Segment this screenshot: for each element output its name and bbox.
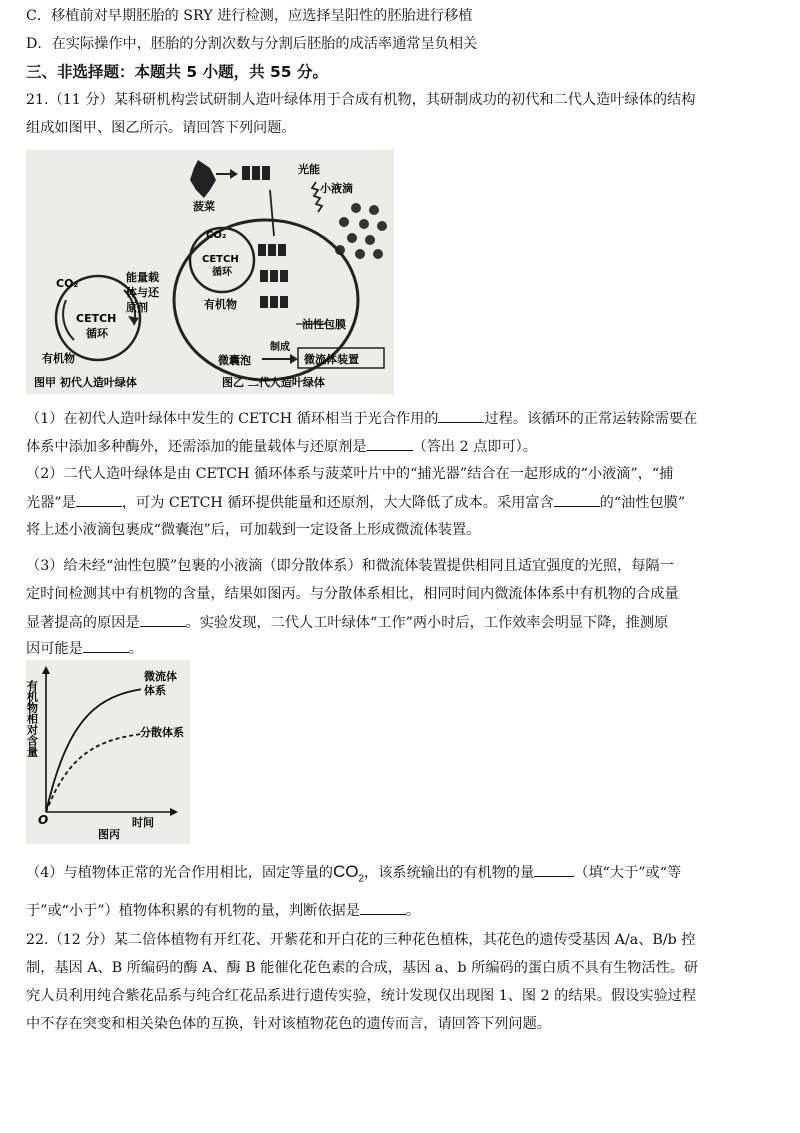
yi-organic-label: 有机物 <box>204 298 237 311</box>
q22-line2: 制，基因 A、B 所编码的酶 A、酶 B 能催化花色素的合成，基因 a、b 所编码的蛋白质不具有生物活性。研 <box>26 960 699 976</box>
answer-blank[interactable] <box>76 492 122 507</box>
q21-part4-line2: 于”或“小于”）植物体积累的有机物的量，判断依据是 。 <box>26 900 420 921</box>
figure-bing <box>26 660 190 844</box>
yi-co2-label: CO₂ <box>206 230 227 241</box>
jia-co2-label: CO₂ <box>56 277 79 290</box>
bing-series-disp: 分散体系 <box>140 726 184 739</box>
light-captor-icons <box>258 244 288 308</box>
bing-ylabel: 有机物相对含量 <box>26 680 39 757</box>
co2-formula: $CO_2$ <box>332 862 365 885</box>
q21-intro-line-1: 21.（11 分）某科研机构尝试研制人造叶绿体用于合成有机物，其研制成功的初代和二代人造叶绿体的结构 <box>26 92 696 108</box>
yi-caption: 图乙 二代人造叶绿体 <box>222 376 325 389</box>
answer-blank[interactable] <box>438 408 484 423</box>
yi-spinach-label: 菠菜 <box>193 200 215 213</box>
answer-blank[interactable] <box>360 900 406 915</box>
q21-intro-line-2: 组成如图甲、图乙所示。请回答下列问题。 <box>26 120 296 136</box>
yi-vesicle-label: 微囊泡 <box>218 354 251 367</box>
q21-part2-line2: 光器”是 ，可为 CETCH 循环提供能量和还原剂，大大降低了成本。采用富含 的“油性包膜” <box>26 492 685 513</box>
jia-caption: 图甲 初代人造叶绿体 <box>34 376 137 389</box>
answer-blank[interactable] <box>367 436 413 451</box>
yi-membrane-label: 油性包膜 <box>302 318 346 331</box>
bing-series-micro-1: 微流体 <box>144 670 177 683</box>
section-heading: 三、非选择题：本题共 5 小题，共 55 分。 <box>26 63 328 81</box>
yi-make-label: 制成 <box>270 342 290 353</box>
q21-part2-line1: （2）二代人造叶绿体是由 CETCH 循环体系与菠菜叶片中的“捕光器”结合在一起形成的“小液滴”，“捕 <box>26 466 674 482</box>
option-c: C．移植前对早期胚胎的 SRY 进行检测，应选择呈阳性的胚胎进行移植 <box>26 8 473 24</box>
answer-blank[interactable] <box>83 638 129 653</box>
answer-blank[interactable] <box>140 612 186 627</box>
bing-caption: 图丙 <box>98 828 120 841</box>
q22-line3: 究人员利用纯合紫花品系与纯合红花品系进行遗传实验，统计发现仅出现图 1、图 2 的结果。假设实验过程 <box>26 988 697 1004</box>
jia-energy-2: 体与还 <box>126 286 159 299</box>
answer-blank[interactable] <box>554 492 600 507</box>
bing-origin: O <box>38 813 49 827</box>
q21-part1-line1: （1）在初代人造叶绿体中发生的 CETCH 循环相当于光合作用的 过程。该循环的正常运转除需要在 <box>26 408 697 429</box>
q21-part3-line3: 显著提高的原因是 。实验发现，二代人工叶绿体“工作”两小时后，工作效率会明显下降，推测原 <box>26 612 668 633</box>
option-d: D．在实际操作中，胚胎的分割次数与分割后胚胎的成活率通常呈负相关 <box>26 36 478 52</box>
q21-part3-line4: 因可能是 。 <box>26 638 143 659</box>
yi-light-label: 光能 <box>298 163 320 176</box>
jia-energy-3: 原剂 <box>126 301 148 314</box>
yi-cycle-label: 循环 <box>212 267 232 278</box>
jia-cetch-label: CETCH <box>76 312 117 325</box>
q21-part3-line1: （3）给未经“油性包膜”包裹的小液滴（即分散体系）和微流体装置提供相同且适宜强度的光照，每隔一 <box>26 558 674 574</box>
bing-series-micro-2: 体系 <box>144 684 166 697</box>
yi-device-label: 微流体装置 <box>304 353 359 366</box>
figure-jia-yi <box>26 150 394 394</box>
yi-droplet-label: 小液滴 <box>320 182 353 195</box>
jia-organic-label: 有机物 <box>42 352 75 365</box>
jia-energy-1: 能量载 <box>126 271 159 284</box>
answer-blank[interactable] <box>534 862 574 877</box>
bing-xlabel: 时间 <box>132 816 154 829</box>
q22-line1: 22.（12 分）某二倍体植物有开红花、开紫花和开白花的三种花色植株，其花色的遗传受基因 A/a、B/b 控 <box>26 932 696 948</box>
q21-part1-line2: 体系中添加多种酶外，还需添加的能量载体与还原剂是 （答出 2 点即可）。 <box>26 436 537 457</box>
yi-cetch-label: CETCH <box>202 254 239 265</box>
q21-part3-line2: 定时间检测其中有机物的含量，结果如图丙。与分散体系相比，相同时间内微流体体系中有机物的合成量 <box>26 586 679 602</box>
q21-part2-line3: 将上述小液滴包裹成“微囊泡”后，可加载到一定设备上形成微流体装置。 <box>26 522 481 538</box>
q22-line4: 中不存在突变和相关染色体的互换，针对该植物花色的遗传而言，请回答下列问题。 <box>26 1016 551 1032</box>
q21-part4-line1: （4）与植物体正常的光合作用相比，固定等量的$CO_2$，该系统输出的有机物的量 （填“大于”或“等 <box>26 862 682 885</box>
jia-cycle-label: 循环 <box>86 327 108 340</box>
